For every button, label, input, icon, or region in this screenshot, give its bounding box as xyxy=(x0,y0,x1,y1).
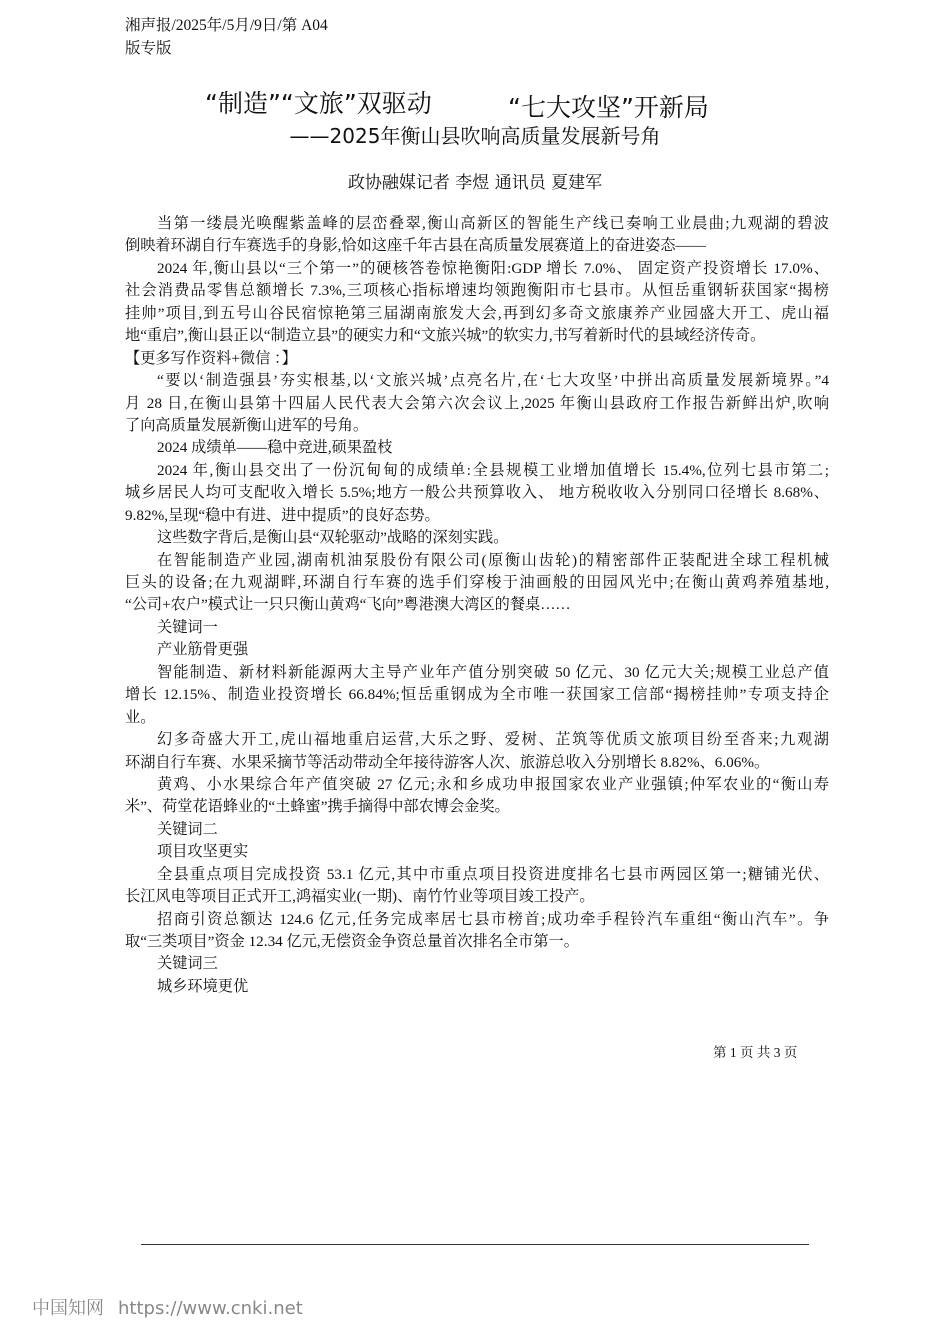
paragraph-line: 这些数字背后,是衡山县“双轮驱动”战略的深刻实践。 xyxy=(157,529,509,547)
paragraph-line: 关键词三 xyxy=(157,955,218,973)
paragraph xyxy=(125,909,829,954)
paragraph-line: 【更多写作资料+微信 ：】 xyxy=(125,349,297,367)
paragraph-line: 当第一缕晨光唤醒紫盖峰的层峦叠翠,衡山高新区的智能生产线已奏响工业晨曲;九观湖的碧波 xyxy=(157,215,829,232)
paragraph-line: 项目攻坚更实 xyxy=(157,843,249,861)
paragraph-line: 挂帅”项目,到五号山谷民宿惊艳第三届湖南旅发大会,再到幻多奇文旅康养产业园盛大开工、虎山福 xyxy=(125,304,829,322)
paragraph xyxy=(125,841,829,863)
paragraph-line: 全县重点项目完成投资 53.1 亿元,其中市重点项目投资进度排名七县市两园区第一;糖铺光伏、 xyxy=(157,865,829,883)
paragraph-line: 关键词二 xyxy=(157,820,218,838)
paragraph xyxy=(125,527,829,549)
paragraph-line: 倒映着环湖自行车赛选手的身影,恰如这座千年古县在高质量发展赛道上的奋进姿态—— xyxy=(125,237,706,255)
paragraph-line: 增长 12.15%、制造业投资增长 66.84%;恒岳重钢成为全市唯一获国家工信部“揭榜挂帅”专项支持企 xyxy=(125,686,829,704)
paragraph xyxy=(125,953,829,975)
paragraph-line: 城乡环境更优 xyxy=(157,977,249,995)
paragraph-line: 环湖自行车赛、水果采摘节等活动带动全年接待游客人次、旅游总收入分别增长 8.82%、6.06%。 xyxy=(125,753,770,771)
source-info xyxy=(125,14,385,60)
paragraph-line: 产业筋骨更强 xyxy=(157,641,249,659)
headline-part1: “制造”“文旅”双驱动 xyxy=(205,89,432,118)
paragraph-line: 关键词一 xyxy=(157,618,218,636)
paragraph xyxy=(125,550,829,617)
footer xyxy=(32,1294,317,1320)
footer-divider xyxy=(141,1244,809,1245)
article-body xyxy=(125,213,829,998)
paragraph-line: 智能制造、新材料新能源两大主导产业年产值分别突破 50 亿元、30 亿元大关;规模工业总产值 xyxy=(157,663,829,681)
subtitle: ——2025年衡山县吹响高质量发展新号角 xyxy=(289,124,661,148)
paragraph-line: 2024 年,衡山县交出了一份沉甸甸的成绩单:全县规模工业增加值增长 15.4%,位列七县市第二; xyxy=(157,461,829,479)
paragraph-line: 巨头的设备;在九观湖畔,环湖自行车赛的选手们穿梭于油画般的田园风光中;在衡山黄鸡养殖基地, xyxy=(125,574,829,591)
cnki-url-link[interactable]: https://www.cnki.net xyxy=(118,1298,303,1319)
paragraph-line: 2024 成绩单——稳中竞进,硕果盈枝 xyxy=(157,439,393,457)
paragraph-line: 米”、荷堂花语蜂业的“土蜂蜜”携手摘得中部农博会金奖。 xyxy=(125,798,510,816)
paragraph xyxy=(125,460,829,527)
cnki-logo[interactable]: 中国知网 xyxy=(32,1298,104,1319)
paragraph-line: 长江风电等项目正式开工,鸿福实业(一期)、南竹竹业等项目竣工投产。 xyxy=(125,888,595,906)
byline: 政协融媒记者 李煜 通讯员 夏建军 xyxy=(347,173,603,193)
paragraph xyxy=(125,348,829,370)
paragraph xyxy=(125,437,829,459)
source-line: 版专版 xyxy=(125,40,172,57)
paragraph-line: 在智能制造产业园,湖南机油泵股份有限公司(原衡山齿轮)的精密部件正装配进全球工程机械 xyxy=(157,551,829,569)
paragraph-line: 黄鸡、小水果综合年产值突破 27 亿元;永和乡成功申报国家农业产业强镇;仲军农业的“衡山寿 xyxy=(157,775,829,793)
paragraph-line: 社会消费品零售总额增长 7.3%,三项核心指标增速均领跑衡阳市七县市。从恒岳重钢斩获国家“揭榜 xyxy=(125,282,829,300)
paragraph xyxy=(125,729,829,774)
paragraph xyxy=(125,370,829,437)
paragraph xyxy=(125,819,829,841)
paragraph-line: 了向高质量发展新衡山进军的号角。 xyxy=(125,416,368,434)
paragraph-line: 9.82%,呈现“稳中有进、进中提质”的良好态势。 xyxy=(125,506,440,524)
source-line: 湘声报/2025年/5月/9日/第 A04 xyxy=(125,17,328,34)
headline-part2: “七大攻坚”开新局 xyxy=(508,93,709,122)
paragraph-line: 取“三类项目”资金 12.34 亿元,无偿资金争资总量首次排名全市第一。 xyxy=(125,933,579,950)
paragraph xyxy=(125,774,829,819)
paragraph-line: 业。 xyxy=(125,708,156,726)
paragraph-line: “要以‘制造强县’夯实根基,以‘文旅兴城’点亮名片,在‘七大攻坚’中拼出高质量发展新境界。”4 xyxy=(157,372,829,390)
paragraph xyxy=(125,213,829,258)
paragraph-line: “公司+农户”模式让一只只衡山黄鸡“飞向”粤港澳大湾区的餐桌…… xyxy=(125,596,571,614)
paragraph xyxy=(125,617,829,639)
page-number: 第 1 页 共 3 页 xyxy=(713,1045,798,1060)
paragraph-line: 月 28 日,在衡山县第十四届人民代表大会第六次会议上,2025 年衡山县政府工作报告新鲜出炉,吹响 xyxy=(125,394,829,412)
paragraph xyxy=(125,258,829,348)
paragraph xyxy=(125,639,829,661)
paragraph-line: 2024 年,衡山县以“三个第一”的硬核答卷惊艳衡阳:GDP 增长 7.0%、 固定资产投资增长 17.0%、 xyxy=(157,259,829,277)
paragraph-line: 招商引资总额达 124.6 亿元,任务完成率居七县市榜首;成功牵手程铃汽车重组“衡山汽车”。争 xyxy=(157,910,829,928)
paragraph xyxy=(125,976,829,998)
paragraph-line: 地“重启”,衡山县正以“制造立县”的硬实力和“文旅兴城”的软实力,书写着新时代的县域经济传奇。 xyxy=(125,327,766,345)
paragraph xyxy=(125,662,829,729)
paragraph xyxy=(125,864,829,909)
paragraph-line: 城乡居民人均可支配收入增长 5.5%;地方一般公共预算收入、 地方税收收入分别同口径增长 8.68%、 xyxy=(125,484,829,502)
paragraph-line: 幻多奇盛大开工,虎山福地重启运营,大乐之野、爱树、芷筑等优质文旅项目纷至沓来;九观湖 xyxy=(157,731,829,749)
